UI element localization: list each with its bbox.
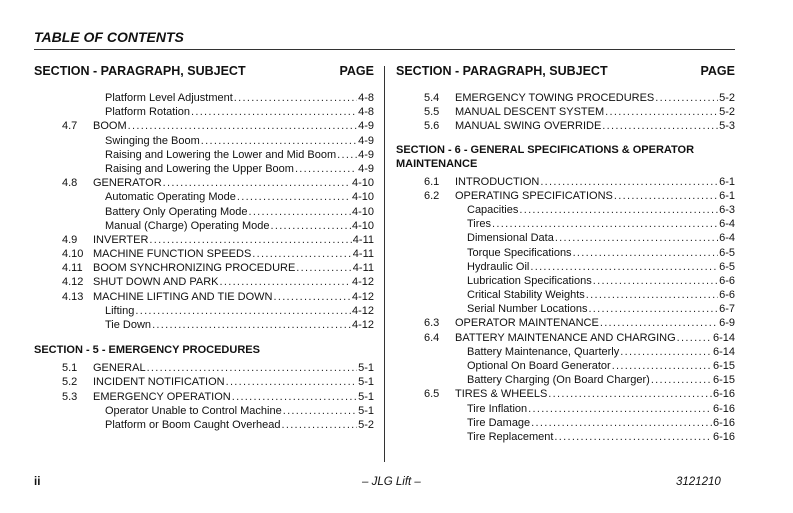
toc-entry-list [34,91,374,332]
dot-leader [252,247,352,261]
toc-entry-number: 5.5 [424,106,440,119]
toc-entry-page: 5-2 [358,418,374,431]
toc-entry-number: 5.6 [424,120,440,133]
column-divider [384,66,385,462]
toc-entry-page: 4-8 [358,106,374,119]
toc-entry[interactable] [34,119,374,133]
toc-entry[interactable] [396,331,735,345]
left-column [34,64,374,432]
toc-entry[interactable] [34,404,374,418]
dot-leader [605,105,718,119]
toc-entry-number: 4.12 [62,276,84,289]
dot-leader [555,231,718,245]
dot-leader [531,416,712,430]
toc-entry-title: Tire Replacement [467,430,554,443]
toc-entry-page: 5-1 [358,376,374,389]
toc-entry-title: INVERTER [93,233,149,246]
toc-entry-number: 4.7 [62,120,78,133]
toc-entry[interactable] [396,345,735,359]
toc-entry-title: INCIDENT NOTIFICATION [93,376,225,389]
toc-entry[interactable] [396,189,735,203]
toc-entry[interactable] [34,162,374,176]
toc-entry[interactable] [396,416,735,430]
toc-entry-page: 4-8 [358,92,374,104]
dot-leader [519,203,718,217]
footer-page-number: ii [34,476,41,488]
column-header-page: PAGE [339,64,374,78]
dot-leader [232,390,357,404]
toc-entry-page: 6-16 [712,388,735,401]
toc-entry-title: Battery Only Operating Mode [105,205,248,218]
toc-entry-page: 5-2 [719,92,735,104]
dot-leader [655,91,718,105]
toc-entry[interactable] [396,387,735,401]
toc-entry-title: OPERATING SPECIFICATIONS [455,189,613,202]
toc-entry-page: 5-2 [719,106,735,119]
toc-entry-title: GENERAL [93,362,146,375]
toc-entry-page: 6-16 [712,416,735,429]
dot-leader [540,175,718,189]
toc-entry-page: 4-12 [351,319,374,331]
toc-entry-page: 6-14 [712,345,735,358]
toc-entry[interactable] [396,217,735,231]
dot-leader [270,219,350,233]
toc-entry-title: MACHINE FUNCTION SPEEDS [93,248,252,261]
toc-entry-page: 4-11 [352,233,374,246]
toc-entry-title: Battery Charging (On Board Charger) [467,374,650,387]
dot-leader [220,275,351,289]
toc-entry[interactable] [396,430,735,444]
toc-entry-number: 6.3 [424,317,440,330]
toc-entry-list [396,175,735,445]
dot-leader [600,316,718,330]
toc-entry-page: 4-12 [351,276,374,289]
toc-entry-page: 4-9 [358,134,374,147]
toc-entry-number: 6.1 [424,175,440,188]
toc-entry[interactable] [396,359,735,373]
toc-entry-page: 6-6 [719,289,735,302]
dot-leader [201,134,357,148]
dot-leader [152,318,351,332]
toc-entry[interactable] [34,290,374,304]
dot-leader [588,302,718,316]
toc-entry-number: 6.5 [424,388,440,401]
toc-entry-title: INTRODUCTION [455,175,540,188]
dot-leader [273,290,350,304]
toc-entry-page: 4-10 [351,205,374,218]
toc-entry-page: 4-12 [351,304,374,317]
toc-entry-title: Serial Number Locations [467,303,588,316]
toc-entry[interactable] [34,233,374,247]
dot-leader [530,260,718,274]
toc-entry-page: 4-9 [358,148,374,161]
dot-leader [554,430,712,444]
dot-leader [191,105,357,119]
toc-entry-title: Lubrication Specifications [467,274,592,287]
column-header-right [396,64,735,80]
toc-entry[interactable] [34,176,374,190]
toc-entry-page: 6-4 [719,218,735,231]
toc-entry-title: EMERGENCY OPERATION [93,390,231,403]
section-heading: SECTION - 6 - GENERAL SPECIFICATIONS & OPERATOR MAINTENANCE [396,143,695,170]
toc-entry-title: Swinging the Boom [105,134,200,147]
toc-entry-number: 4.9 [62,233,78,246]
toc-entry[interactable] [396,119,735,133]
toc-entry-title: Manual (Charge) Operating Mode [105,219,270,232]
toc-entry[interactable] [34,134,374,148]
toc-entry-title: Torque Specifications [467,246,572,259]
toc-entry[interactable] [34,361,374,375]
toc-entry-page: 6-15 [712,360,735,372]
dot-leader [593,274,718,288]
toc-entry-title: Platform Rotation [105,106,190,119]
toc-entry[interactable] [34,205,374,219]
toc-entry-page: 4-11 [352,248,374,261]
toc-entry[interactable] [396,105,735,119]
toc-entry[interactable] [34,375,374,389]
toc-entry-number: 5.2 [62,376,78,389]
toc-entry[interactable] [396,175,735,189]
dot-leader [295,162,357,176]
dot-leader [528,402,712,416]
toc-entry-page: 6-1 [719,189,735,202]
toc-entry-title: BATTERY MAINTENANCE AND CHARGING [455,331,676,344]
toc-entry-title: OPERATOR MAINTENANCE [455,317,599,330]
toc-entry-page: 6-15 [712,374,735,387]
toc-entry-title: Tie Down [105,319,152,331]
dot-leader [296,261,352,275]
toc-entry-page: 4-12 [351,290,374,303]
dot-leader [492,217,718,231]
dot-leader [128,119,357,133]
dot-leader [149,233,351,247]
dot-leader [614,189,718,203]
toc-entry-title: Raising and Lowering the Upper Boom [105,162,294,175]
dot-leader [620,345,712,359]
toc-entry-title: Platform or Boom Caught Overhead [105,418,281,431]
dot-leader [163,176,351,190]
toc-entry-page: 6-14 [712,331,735,344]
toc-entry-title: Optional On Board Generator [467,360,611,372]
toc-entry[interactable] [34,304,374,318]
column-header-label: SECTION - PARAGRAPH, SUBJECT [396,64,608,78]
toc-entry-page: 6-5 [719,246,735,259]
toc-entry[interactable] [34,418,374,432]
toc-entry-title: MANUAL SWING OVERRIDE [455,120,602,133]
toc-entry-page: 6-7 [719,303,735,316]
toc-entry-page: 6-16 [712,402,735,415]
toc-entry-page: 4-10 [351,177,374,190]
toc-entry[interactable] [34,219,374,233]
dot-leader [548,387,712,401]
toc-entry-number: 4.13 [62,290,84,303]
right-column [396,64,735,444]
dot-leader [283,404,357,418]
toc-entry-title: BOOM [93,120,127,133]
toc-entry-page: 5-1 [358,390,374,403]
toc-entry[interactable] [34,247,374,261]
footer-doc-number: 3121210 [676,476,721,488]
toc-entry-page: 6-5 [719,260,735,273]
toc-entry[interactable] [396,203,735,217]
toc-entry[interactable] [396,288,735,302]
toc-entry-page: 6-9 [719,317,735,330]
toc-entry-page: 6-3 [719,203,735,216]
toc-entry-number: 5.3 [62,390,78,403]
toc-entry-title: Lifting [105,304,135,317]
column-header-left [34,64,374,80]
toc-entry-page: 4-9 [358,120,374,133]
toc-entry-list [34,361,374,432]
dot-leader [602,119,718,133]
toc-entry[interactable] [34,275,374,289]
dot-leader [573,246,719,260]
toc-entry[interactable] [396,274,735,288]
toc-entry-page: 6-6 [719,274,735,287]
dot-leader [147,361,358,375]
toc-entry-title: Tire Damage [467,416,531,429]
dot-leader [281,418,357,432]
toc-entry-title: SHUT DOWN AND PARK [93,276,219,289]
toc-entry-title: Battery Maintenance, Quarterly [467,345,620,358]
toc-entry-number: 6.2 [424,189,440,202]
toc-entry-page: 4-9 [358,162,374,175]
toc-entry[interactable] [34,91,374,105]
dot-leader [135,304,351,318]
toc-entry-page: 5-1 [358,362,374,375]
toc-entry-title: BOOM SYNCHRONIZING PROCEDURE [93,262,296,275]
dot-leader [337,148,357,162]
toc-entry[interactable] [34,190,374,204]
toc-entry-number: 5.4 [424,92,440,104]
toc-entry-title: Capacities [467,203,519,216]
title-rule [34,49,735,50]
toc-entry[interactable] [396,91,735,105]
toc-entry[interactable] [34,390,374,404]
column-header-label: SECTION - PARAGRAPH, SUBJECT [34,64,246,78]
toc-entry-title: Critical Stability Weights [467,289,585,302]
toc-entry[interactable] [396,246,735,260]
toc-entry-number: 5.1 [62,362,78,375]
toc-entry-number: 6.4 [424,331,440,344]
toc-entry[interactable] [396,316,735,330]
toc-entry-number: 4.11 [62,262,83,275]
toc-entry[interactable] [34,105,374,119]
toc-entry-page: 6-1 [719,175,735,188]
toc-entry-title: Raising and Lowering the Lower and Mid Boom [105,148,337,161]
toc-entry-list [396,91,735,134]
toc-entry-number: 4.10 [62,248,84,261]
dot-leader [586,288,718,302]
toc-entry-title: Hydraulic Oil [467,260,530,273]
toc-entry[interactable] [34,261,374,275]
toc-entry[interactable] [34,318,374,332]
toc-entry-title: Tire Inflation [467,402,528,415]
toc-entry-title: Tires [467,218,492,231]
toc-entry-page: 6-4 [719,232,735,245]
dot-leader [237,190,351,204]
toc-entry-page: 4-11 [352,262,374,275]
section-heading: SECTION - 5 - EMERGENCY PROCEDURES [34,344,260,357]
toc-entry-title: GENERATOR [93,177,162,190]
toc-entry-title: EMERGENCY TOWING PROCEDURES [455,92,655,104]
page-title: TABLE OF CONTENTS [34,29,184,45]
toc-entry-title: MANUAL DESCENT SYSTEM [455,106,605,119]
column-header-page: PAGE [700,64,735,78]
dot-leader [234,91,357,105]
dot-leader [226,375,358,389]
toc-entry-page: 4-10 [351,219,374,232]
toc-entry-title: TIRES & WHEELS [455,388,548,401]
footer-publisher: – JLG Lift – [362,476,421,488]
toc-entry-title: Operator Unable to Control Machine [105,404,282,417]
dot-leader [248,205,351,219]
toc-entry-page: 5-3 [719,120,735,133]
toc-entry-page: 6-16 [712,430,735,443]
toc-entry[interactable] [396,302,735,316]
toc-entry[interactable] [396,402,735,416]
toc-entry[interactable] [396,231,735,245]
dot-leader [612,359,712,373]
toc-entry-title: Dimensional Data [467,232,554,245]
toc-entry-title: Automatic Operating Mode [105,191,236,204]
toc-entry-title: Platform Level Adjustment [105,92,233,104]
dot-leader [651,373,712,387]
toc-entry-number: 4.8 [62,177,78,190]
toc-entry[interactable] [396,260,735,274]
dot-leader [677,331,712,345]
toc-entry-page: 4-10 [351,191,374,204]
toc-entry-title: MACHINE LIFTING AND TIE DOWN [93,290,273,303]
toc-entry[interactable] [396,373,735,387]
toc-entry[interactable] [34,148,374,162]
toc-entry-page: 5-1 [358,404,374,417]
